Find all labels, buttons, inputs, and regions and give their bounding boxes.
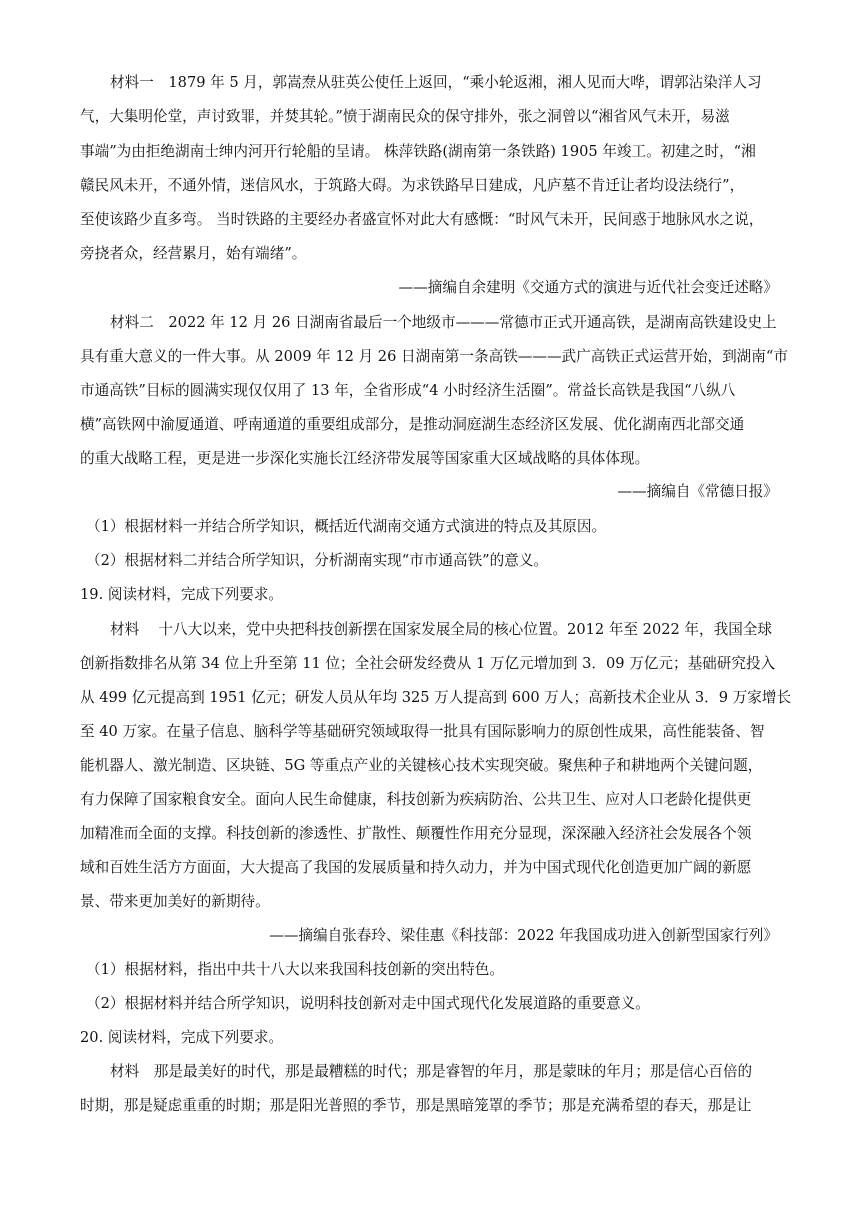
material2-line: 的重大战略工程，更是进一步深化实施长江经济带发展等国家重大区域战略的具体体现。	[80, 450, 650, 467]
material1-line: 赣民风未开，不通外情，迷信风水，于筑路大碍。为求铁路早日建成，凡庐墓不肯迁让者均设法绕行”，	[80, 177, 745, 194]
question-19-1: （1）根据材料，指出中共十八大以来我国科技创新的突出特色。	[86, 961, 504, 978]
q19-source: ——摘编自张春玲、梁佳惠《科技部：2022 年我国成功进入创新型国家行列》	[269, 927, 778, 944]
q19-material-line: 能机器人、激光制造、区块链、5G 等重点产业的关键核心技术实现突破。聚焦种子和耕地两个关键问题，	[80, 757, 763, 774]
question-19-heading: 19. 阅读材料，完成下列要求。	[80, 586, 283, 603]
material2-line: 具有重大意义的一件大事。从 2009 年 12 月 26 日湖南第一条高铁———武广高铁正式运营开始，到湖南“市	[80, 348, 788, 365]
q20-material-line: 时期，那是疑虑重重的时期；那是阳光普照的季节，那是黑暗笼罩的季节；那是充满希望的春天，那是让	[80, 1097, 752, 1114]
q19-material-line: 从 499 亿元提高到 1951 亿元；研发人员从年均 325 万人提高到 600 万人；高新技术企业从 3．9 万家增长	[80, 689, 792, 706]
q20-material-line: 材料 那是最美好的时代，那是最糟糕的时代；那是睿智的年月，那是蒙昧的年月；那是信心百倍的	[110, 1063, 753, 1080]
material1-line: 至使该路少直多弯。 当时铁路的主要经办者盛宣怀对此大有感慨：“时风气未开，民间惑于地脉风水之说，	[80, 211, 764, 228]
material1-line: 气，大集明伦堂，声讨致罪，并焚其轮。”愤于湖南民众的保守排外，张之洞曾以“湘省风气未开，易滋	[80, 108, 730, 125]
question-20-heading: 20. 阅读材料，完成下列要求。	[80, 1029, 283, 1046]
q19-material-line: 至 40 万家。在量子信息、脑科学等基础研究领域取得一批具有国际影响力的原创性成果，高性能装备、智	[80, 723, 765, 740]
q19-material-line: 有力保障了国家粮食安全。面向人民生命健康，科技创新为疾病防治、公共卫生、应对人口老龄化提供更	[80, 791, 752, 808]
material1-source: ——摘编自余建明《交通方式的演进与近代社会变迁述略》	[398, 279, 778, 296]
q19-material-line: 域和百姓生活方方面面，大大提高了我国的发展质量和持久动力，并为中国式现代化创造更加广阔的新愿	[80, 859, 752, 876]
question-18-2: （2）根据材料二并结合所学知识，分析湖南实现“市市通高铁”的意义。	[86, 552, 549, 569]
q19-material-line: 加精准而全面的支撑。科技创新的渗透性、扩散性、颠覆性作用充分显现，深深融入经济社会发展各个领	[80, 825, 752, 842]
q19-material-line: 景、带来更加美好的新期待。	[80, 893, 270, 910]
question-18-1: （1）根据材料一并结合所学知识，概括近代湖南交通方式演进的特点及其原因。	[86, 518, 607, 535]
material1-line: 材料一 1879 年 5 月，郭嵩焘从驻英公使任上返回，“乘小轮返湘，湘人见而大哗，谓郭沾染洋人习	[110, 74, 762, 91]
material2-line: 横”高铁网中渝厦通道、呼南通道的重要组成部分，是推动洞庭湖生态经济区发展、优化湖南西北部交通	[80, 416, 745, 433]
question-19-2: （2）根据材料并结合所学知识，说明科技创新对走中国式现代化发展道路的重要意义。	[86, 995, 650, 1012]
material2-source: ——摘编自《常德日报》	[617, 483, 778, 500]
material2-line: 材料二 2022 年 12 月 26 日湖南省最后一个地级市———常德市正式开通高铁，是湖南高铁建设史上	[110, 314, 777, 331]
material1-line: 事端”为由拒绝湖南士绅内河开行轮船的呈请。 株萍铁路(湖南第一条铁路) 1905 年竣工。初建之时，“湘	[80, 143, 756, 160]
material2-line: 市通高铁”目标的圆满实现仅仅用了 13 年，全省形成“4 小时经济生活圈”。常益长高铁是我国“八纵八	[80, 382, 736, 399]
q19-material-line: 创新指数排名从第 34 位上升至第 11 位；全社会研发经费从 1 万亿元增加到 3．09 万亿元；基础研究投入	[80, 655, 776, 672]
material1-line: 旁挠者众，经营累月，始有端绪”。	[80, 245, 307, 262]
q19-material-line: 材料 十八大以来，党中央把科技创新摆在国家发展全局的核心位置。2012 年至 2022 年，我国全球	[110, 621, 772, 638]
